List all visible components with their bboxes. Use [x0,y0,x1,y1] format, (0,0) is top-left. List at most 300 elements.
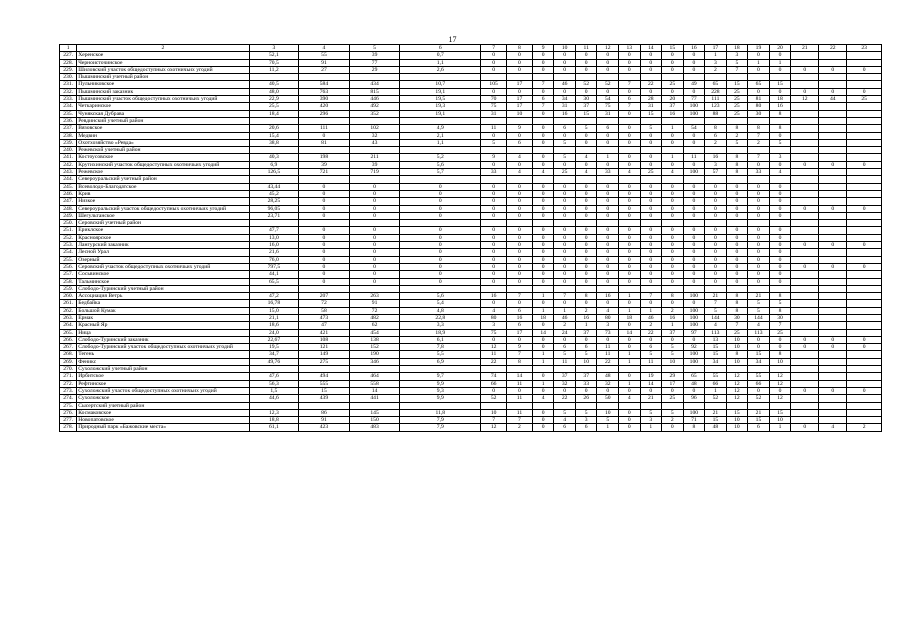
table-cell [597,147,619,154]
table-cell [299,117,350,124]
row-number: 255. [60,256,77,263]
table-cell [791,227,819,234]
table-cell: 25 [769,329,791,336]
table-row [60,176,882,183]
table-cell [791,169,819,176]
table-cell: 0 [748,242,770,249]
table-cell: 0 [507,227,533,234]
table-cell: 558 [349,380,400,387]
table-cell: 0 [299,242,350,249]
table-cell [726,402,748,409]
table-cell: 3 [640,417,662,424]
table-cell [791,234,819,241]
table-cell: 88 [705,110,727,117]
table-cell: 11 [554,358,576,365]
table-cell [791,103,819,110]
table-cell: 1,1 [400,139,481,146]
row-number: 235. [60,110,77,117]
table-cell: 9 [481,154,507,161]
table-cell: 0 [507,336,533,343]
table-cell: 296 [299,110,350,117]
table-cell: 16,78 [249,300,299,307]
table-cell: 4 [819,424,847,431]
row-number: 233. [60,96,77,103]
table-cell: 7 [532,103,554,110]
table-cell: 40,3 [249,154,299,161]
table-cell: 0 [705,278,727,285]
table-cell [769,147,791,154]
table-row [60,417,882,424]
table-cell: 145 [349,409,400,416]
table-header-row [60,45,882,52]
table-cell: 25 [640,169,662,176]
table-cell: 6 [748,424,770,431]
table-cell [819,358,847,365]
table-cell: 0 [619,263,641,270]
table-cell [597,285,619,292]
table-cell: 8 [726,351,748,358]
table-cell: 0 [481,300,507,307]
table-cell: 5 [640,409,662,416]
column-number: 14 [640,45,662,52]
row-number: 258. [60,278,77,285]
table-cell: 0 [481,205,507,212]
table-cell [249,366,299,373]
table-cell: 0 [400,234,481,241]
table-cell: 0 [619,88,641,95]
table-cell [819,402,847,409]
table-cell: 0 [554,52,576,59]
table-row [60,373,882,380]
table-cell: 29 [349,66,400,73]
table-cell: 0 [554,161,576,168]
table-cell: 15 [726,81,748,88]
area-name: Сосьвинское [77,271,249,278]
table-cell: 0 [575,132,597,139]
table-cell: 0 [769,52,791,59]
table-cell [726,176,748,183]
table-cell: 31 [554,103,576,110]
table-cell: 0 [640,227,662,234]
table-cell: 0 [532,424,554,431]
table-cell: 0 [507,271,533,278]
table-cell: 0 [619,300,641,307]
table-cell: 0 [662,132,684,139]
area-name: Серовский участок общедоступных охотничьих угодий [77,263,249,270]
table-cell: 8 [726,307,748,314]
table-cell: 0 [619,234,641,241]
table-cell: 0 [662,271,684,278]
row-number: 246. [60,190,77,197]
table-cell: 0 [554,198,576,205]
table-cell: 7 [769,322,791,329]
table-cell: 9 [507,344,533,351]
table-cell: 0 [532,88,554,95]
table-cell: 10 [662,358,684,365]
table-cell: 2 [847,424,882,431]
table-cell [640,285,662,292]
area-name: Всеволодо-Благодатское [77,183,249,190]
table-cell: 66 [481,380,507,387]
table-cell: 48,0 [249,88,299,95]
table-cell: 0 [683,234,705,241]
table-cell: 439 [299,395,350,402]
table-cell: 0 [299,190,350,197]
table-cell: 2 [705,66,727,73]
table-cell: 9,9 [400,380,481,387]
table-cell: 80 [481,314,507,321]
table-cell: 0 [597,234,619,241]
table-cell: 0 [400,198,481,205]
row-number: 261. [60,300,77,307]
table-cell: 464 [349,373,400,380]
table-cell: 0 [597,256,619,263]
table-cell: 0 [400,271,481,278]
table-cell: 10 [507,110,533,117]
table-cell: 0 [619,344,641,351]
table-cell: 4,9 [400,125,481,132]
table-cell: 0 [640,387,662,394]
row-number: 250. [60,220,77,227]
table-cell [847,198,882,205]
table-cell: 1 [748,59,770,66]
area-name: Тегень [77,351,249,358]
table-cell: 473 [299,314,350,321]
table-cell [847,278,882,285]
table-cell: 0 [748,263,770,270]
table-cell: 12 [769,373,791,380]
table-cell: 6,1 [400,336,481,343]
table-row [60,139,882,146]
table-row [60,322,882,329]
table-cell: 100 [683,307,705,314]
table-cell: 0 [554,249,576,256]
table-cell: 22 [597,358,619,365]
table-cell: 100 [683,293,705,300]
table-cell: 0 [662,59,684,66]
table-cell: 15,0 [249,307,299,314]
table-cell: 16 [662,110,684,117]
table-cell: 1,1 [400,59,481,66]
table-cell: 47,6 [249,373,299,380]
table-cell [819,380,847,387]
data-table [59,44,882,432]
table-cell: 0 [726,190,748,197]
table-cell: 138 [349,336,400,343]
table-cell [575,220,597,227]
table-cell [791,220,819,227]
table-cell: 0 [640,198,662,205]
table-cell [299,285,350,292]
table-cell [400,366,481,373]
table-cell: 15 [705,351,727,358]
table-cell [507,402,533,409]
column-number: 18 [726,45,748,52]
row-number: 276. [60,409,77,416]
table-cell: 111 [299,125,350,132]
table-cell: 48 [705,424,727,431]
table-cell: 80 [748,103,770,110]
row-number: 254. [60,249,77,256]
table-cell: 0 [640,190,662,197]
table-cell: 0 [400,242,481,249]
table-cell [819,52,847,59]
table-cell [748,176,770,183]
table-cell: 0 [349,249,400,256]
table-cell: 0 [619,256,641,263]
table-cell: 91 [349,300,400,307]
table-cell: 7 [705,300,727,307]
table-cell: 0 [683,212,705,219]
table-cell: 0 [619,139,641,146]
table-cell: 6 [554,344,576,351]
table-cell [791,417,819,424]
table-cell: 10 [769,417,791,424]
table-cell [847,103,882,110]
table-cell: 113 [748,329,770,336]
table-cell: 19,5 [400,96,481,103]
table-cell: 65 [705,81,727,88]
area-name: Крив [77,190,249,197]
table-row [60,234,882,241]
table-cell: 21,1 [249,314,299,321]
table-cell [819,198,847,205]
table-cell: 8 [726,161,748,168]
table-cell: 0 [748,183,770,190]
table-cell [748,117,770,124]
table-cell: 100 [683,103,705,110]
area-name: Режевское [77,169,249,176]
table-cell: 5 [554,351,576,358]
table-row [60,154,882,161]
column-number: 8 [507,45,533,52]
row-number: 227. [60,52,77,59]
table-cell: 6 [554,125,576,132]
table-cell: 0 [299,278,350,285]
area-name: Черноисточинское [77,59,249,66]
table-cell [507,285,533,292]
table-cell: 11,2 [249,66,299,73]
table-cell: 34 [554,96,576,103]
table-cell [532,220,554,227]
table-row [60,329,882,336]
table-cell: 0 [769,132,791,139]
table-cell: 8 [769,293,791,300]
table-cell: 12 [726,387,748,394]
table-cell [481,285,507,292]
table-cell: 55 [748,373,770,380]
table-row [60,132,882,139]
table-cell: 0 [400,263,481,270]
table-cell [554,147,576,154]
table-cell: 1 [619,380,641,387]
table-cell: 91 [299,417,350,424]
table-cell: 25,5 [249,103,299,110]
column-number: 3 [249,45,299,52]
table-cell: 0 [507,183,533,190]
table-cell: 6,9 [249,161,299,168]
table-cell: 43 [349,139,400,146]
table-cell [532,74,554,81]
table-row [60,380,882,387]
table-cell: 44 [819,96,847,103]
table-cell: 65 [683,373,705,380]
table-cell: 0 [507,190,533,197]
table-cell: 75 [481,329,507,336]
table-cell: 0 [532,59,554,66]
table-cell: 4 [532,395,554,402]
table-cell: 15 [769,409,791,416]
table-cell: 0 [819,263,847,270]
table-cell: 0 [683,161,705,168]
table-cell [791,212,819,219]
table-cell: 0 [575,205,597,212]
table-cell [819,132,847,139]
area-name: Чунякская Дубрава [77,110,249,117]
table-cell [819,322,847,329]
table-cell: 4 [575,154,597,161]
table-cell: 492 [349,103,400,110]
table-cell: 0 [662,161,684,168]
table-cell: 0 [847,205,882,212]
table-cell [791,52,819,59]
table-cell [662,74,684,81]
table-cell [847,314,882,321]
table-cell: 0 [683,278,705,285]
row-number: 265. [60,329,77,336]
table-cell: 0 [619,387,641,394]
table-cell: 15 [299,387,350,394]
table-cell: 0 [662,300,684,307]
table-cell: 0 [640,212,662,219]
table-row [60,249,882,256]
table-cell: 0 [299,234,350,241]
row-number: 274. [60,395,77,402]
table-cell [847,395,882,402]
table-cell: 0 [619,322,641,329]
table-cell: 0 [726,227,748,234]
row-number: 262. [60,307,77,314]
table-cell [597,117,619,124]
table-cell: 0 [847,263,882,270]
table-cell [819,139,847,146]
table-cell [662,220,684,227]
area-name: Слободо-Туринский участок общедоступных охотничьих угодий [77,344,249,351]
table-cell: 72 [299,300,350,307]
table-cell [249,285,299,292]
table-cell: 0 [507,242,533,249]
table-cell: 228 [705,88,727,95]
table-cell: 149 [299,351,350,358]
table-cell: 0 [683,249,705,256]
table-cell: 4 [554,417,576,424]
table-row [60,300,882,307]
table-cell: 25 [662,81,684,88]
table-cell: 65 [748,81,770,88]
table-cell [662,176,684,183]
table-cell [575,176,597,183]
table-cell: 198 [299,154,350,161]
table-cell [819,147,847,154]
table-cell [705,402,727,409]
table-cell: 0 [507,256,533,263]
table-cell: 0 [575,227,597,234]
row-number: 230. [60,74,77,81]
table-cell [726,285,748,292]
table-cell: 4 [769,169,791,176]
table-cell: 346 [349,358,400,365]
table-cell: 0 [619,59,641,66]
table-cell: 0 [791,387,819,394]
table-cell [597,220,619,227]
table-cell: 55 [299,52,350,59]
table-cell: 0 [575,387,597,394]
table-cell: 0 [662,212,684,219]
table-cell: 0 [619,409,641,416]
table-cell: 0 [532,242,554,249]
table-cell [819,117,847,124]
table-cell: 0 [619,52,641,59]
column-number: 23 [847,45,882,52]
table-cell: 1 [640,307,662,314]
table-cell: 8 [726,293,748,300]
table-cell [791,190,819,197]
table-row [60,117,882,124]
table-cell: 0 [575,59,597,66]
table-cell [507,147,533,154]
table-cell [791,322,819,329]
table-cell: 0 [705,249,727,256]
table-cell [819,249,847,256]
table-cell [791,300,819,307]
table-cell [847,293,882,300]
table-cell: 18 [619,314,641,321]
table-cell: 0 [769,242,791,249]
row-number: 242. [60,161,77,168]
table-cell: 0 [554,205,576,212]
table-cell: 0 [769,263,791,270]
table-cell [748,402,770,409]
table-cell [819,190,847,197]
table-cell: 0 [662,88,684,95]
table-cell [640,402,662,409]
table-cell: 0 [683,336,705,343]
table-cell: 0 [683,52,705,59]
table-cell: 50 [597,395,619,402]
table-cell: 0 [532,183,554,190]
table-cell: 0 [662,256,684,263]
table-cell [791,132,819,139]
table-row [60,314,882,321]
table-row [60,183,882,190]
table-cell: 0 [554,66,576,73]
table-cell: 0 [640,66,662,73]
table-cell: 0 [554,336,576,343]
table-cell: 6,9 [400,358,481,365]
table-cell: 96,05 [249,205,299,212]
table-cell: 0 [597,161,619,168]
table-cell: 0 [748,190,770,197]
table-cell: 0 [619,271,641,278]
table-cell: 0 [349,256,400,263]
table-cell [819,227,847,234]
table-cell: 6 [619,96,641,103]
table-cell: 0 [662,183,684,190]
table-cell [683,402,705,409]
area-name: Херенское [77,52,249,59]
table-cell: 70 [481,96,507,103]
table-cell [575,366,597,373]
